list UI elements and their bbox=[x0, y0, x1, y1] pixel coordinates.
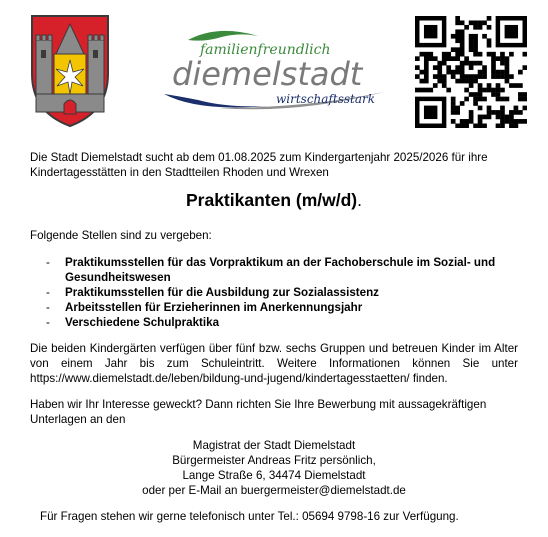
intro-text: Die Stadt Diemelstadt sucht ab dem 01.08.2025 zum Kindergartenjahr 2025/2026 für ihre Kindertagesstätten in den Stadtteilen Rhoden und Wrexen bbox=[30, 151, 488, 179]
list-item bbox=[46, 315, 516, 330]
logo-name: diemelstadt bbox=[172, 55, 363, 93]
bullet-dash: - bbox=[46, 256, 50, 269]
list-item bbox=[46, 285, 516, 300]
position-text: Arbeitsstellen für Erzieherinnen im Anerkennungsjahr bbox=[65, 301, 363, 314]
position-text: Verschiedene Schulpraktika bbox=[65, 316, 220, 329]
address-line: Lange Straße 6, 34474 Diemelstadt bbox=[182, 469, 366, 482]
page-title bbox=[0, 189, 548, 211]
diemelstadt-logo bbox=[158, 22, 388, 114]
address-line: Bürgermeister Andreas Fritz persönlich, bbox=[172, 454, 376, 467]
address-block bbox=[0, 438, 548, 498]
logo-tagline-top: familienfreundlich bbox=[200, 42, 331, 58]
application-text: Haben wir Ihr Interesse geweckt? Dann richten Sie Ihre Bewerbung mit aussagekräftigen Unterlagen an den bbox=[30, 398, 487, 426]
title-main: Praktikanten (m/w/d) bbox=[185, 190, 358, 210]
address-line: Magistrat der Stadt Diemelstadt bbox=[192, 439, 356, 452]
positions-list bbox=[46, 255, 516, 330]
logo-tagline-bottom: wirtschaftsstark bbox=[276, 92, 375, 106]
title-period: . bbox=[357, 190, 363, 210]
town-crest-icon bbox=[30, 14, 110, 128]
position-text: Praktikumsstellen für die Ausbildung zur Sozialassistenz bbox=[65, 286, 379, 299]
qr-code-icon bbox=[415, 16, 527, 128]
positions-lead: Folgende Stellen sind zu vergeben: bbox=[30, 229, 212, 242]
bullet-dash: - bbox=[46, 286, 50, 299]
contact-footer: Für Fragen stehen wir gerne telefonisch unter Tel.: 05694 9798-16 zur Verfügung. bbox=[40, 510, 459, 523]
list-item bbox=[46, 255, 516, 285]
bullet-dash: - bbox=[46, 316, 50, 329]
position-text: Praktikumsstellen für das Vorpraktikum an der Fachoberschule im Sozial- und Gesundheitswesen bbox=[65, 256, 496, 284]
list-item bbox=[46, 300, 516, 315]
address-email-line: oder per E-Mail an buergermeister@diemelstadt.de bbox=[142, 484, 406, 497]
bullet-dash: - bbox=[46, 301, 50, 314]
kindergarten-info: Die beiden Kindergärten verfügen über fünf bzw. sechs Gruppen und betreuen Kinder im Alter von einem Jahr bis zum Schuleintritt. Weitere Informationen können Sie unter https://www.diemelstadt.de/leben/bildung-und-jugend/kindertagesstaetten/ finden. bbox=[30, 342, 518, 385]
